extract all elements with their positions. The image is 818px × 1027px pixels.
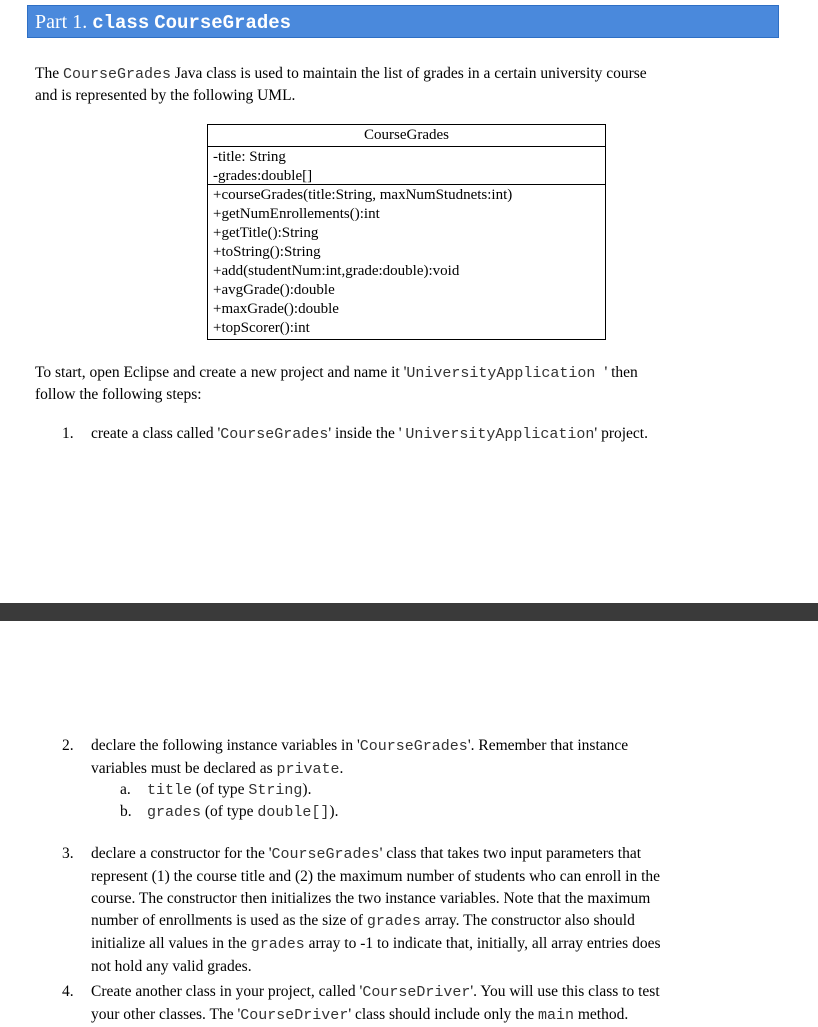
intro-line-2: and is represented by the following UML. [35, 87, 296, 104]
page-separator-band [0, 603, 818, 621]
uml-method: +getNumEnrollements():int [213, 206, 380, 222]
step-line: initialize all values in the grades array to -1 to indicate that, initially, all array entries does [91, 935, 661, 953]
step-body [91, 981, 774, 1027]
step-line: declare a constructor for the 'CourseGrades' class that takes two input parameters that [91, 845, 642, 863]
uml-method: +maxGrade():double [213, 301, 339, 317]
inline-code: CourseDriver [362, 984, 471, 1001]
step-number: 1. [62, 425, 74, 442]
step-line: your other classes. The 'CourseDriver' class should include only the main method. [91, 1006, 629, 1024]
step-line: declare the following instance variables in 'CourseGrades'. Remember that instance [91, 737, 629, 755]
intro-line-1: The CourseGrades Java class is used to maintain the list of grades in a certain university course [35, 65, 647, 83]
inline-code: CourseGrades [359, 738, 468, 755]
inline-code: UniversityApplication [405, 426, 595, 443]
start-line-1: To start, open Eclipse and create a new project and name it 'UniversityApplication ' then [35, 364, 638, 382]
part-header-text [35, 11, 291, 34]
uml-class-title: CourseGrades [208, 125, 605, 147]
sub-item-a: a. title (of type String). [120, 781, 312, 799]
inline-code: UniversityApplication [406, 365, 605, 382]
inline-code: grades [147, 804, 202, 821]
uml-methods [208, 185, 605, 338]
part-header [27, 5, 779, 38]
step-line: course. The constructor then initializes the two instance variables. Note that the maximum [91, 890, 651, 907]
inline-code: CourseGrades [220, 426, 329, 443]
step-body: create a class called 'CourseGrades' inside the ' UniversityApplication' project. [91, 425, 648, 443]
inline-code: String [248, 782, 303, 799]
step-line: not hold any valid grades. [91, 958, 252, 975]
intro-paragraph [35, 63, 780, 106]
inline-code: main [537, 1007, 574, 1024]
class-keyword: class [92, 12, 150, 34]
class-name: CourseGrades [154, 12, 292, 34]
uml-attribute: -grades:double[] [213, 168, 313, 184]
step-line: number of enrollments is used as the size of grades array. The constructor also should [91, 912, 635, 930]
uml-attribute: -title: String [213, 149, 286, 165]
inline-code: CourseGrades [271, 846, 380, 863]
uml-method: +topScorer():int [213, 320, 310, 336]
step-number: 4. [62, 983, 74, 1000]
step-line: Create another class in your project, called 'CourseDriver'. You will use this class to test [91, 983, 660, 1001]
inline-code: double[] [257, 804, 330, 821]
inline-code: title [147, 782, 193, 799]
step-body [91, 843, 774, 978]
uml-method: +avgGrade():double [213, 282, 335, 298]
inline-code: CourseGrades [62, 66, 172, 83]
uml-method: +getTitle():String [213, 225, 319, 241]
inline-code: private [276, 761, 340, 778]
step-body [91, 735, 774, 781]
uml-method: +toString():String [213, 244, 321, 260]
uml-method: +add(studentNum:int,grade:double):void [213, 263, 460, 279]
start-line-2: follow the following steps: [35, 386, 202, 403]
uml-class-diagram [207, 124, 606, 340]
step-line: represent (1) the course title and (2) the maximum number of students who can enroll in the [91, 868, 661, 885]
uml-attributes [208, 147, 605, 185]
step-number: 2. [62, 737, 74, 754]
step-number: 3. [62, 845, 74, 862]
sub-item-b: b. grades (of type double[]). [120, 803, 339, 821]
start-paragraph [35, 362, 780, 405]
inline-code: grades [250, 936, 305, 953]
uml-method: +courseGrades(title:String, maxNumStudnets:int) [213, 187, 513, 203]
step-line: variables must be declared as private. [91, 760, 344, 778]
part-label: Part 1. [35, 11, 88, 33]
inline-code: CourseDriver [240, 1007, 349, 1024]
inline-code: grades [366, 913, 421, 930]
